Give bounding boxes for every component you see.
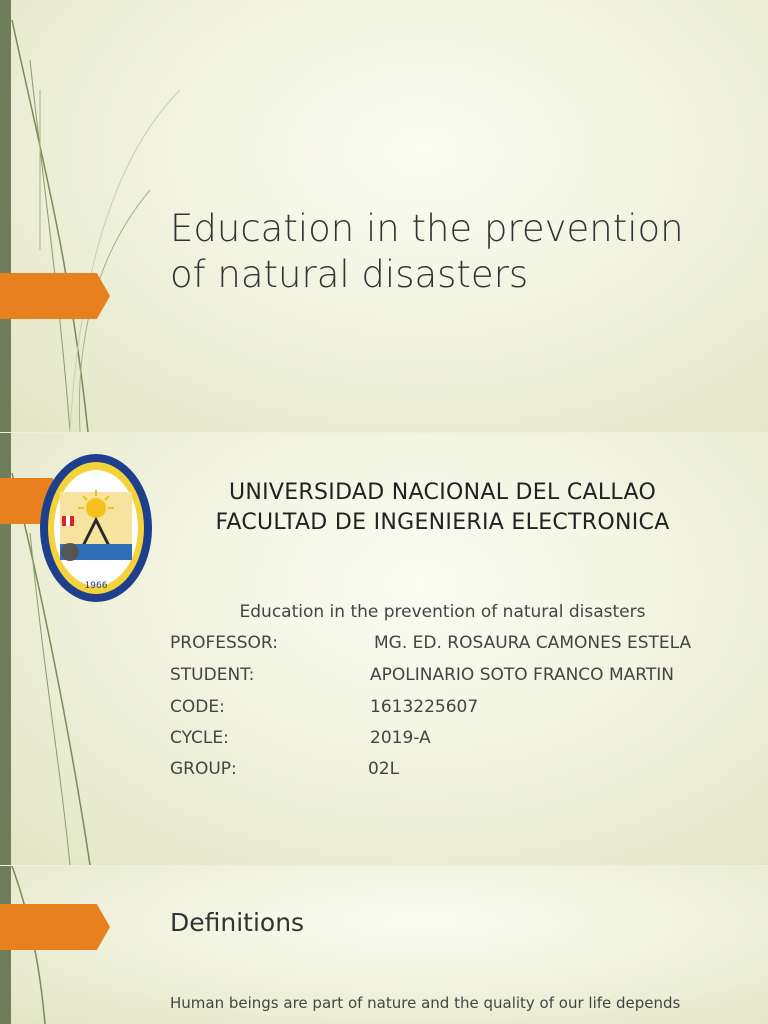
row-label: CYCLE: — [170, 728, 229, 748]
row-value: 2019-A — [370, 728, 431, 748]
section-heading: Definitions — [170, 908, 305, 937]
row-value: 1613225607 — [370, 697, 479, 717]
slide-1 — [0, 0, 768, 432]
university-seal-logo — [38, 452, 154, 604]
title-line-2: of natural disasters — [170, 253, 529, 296]
accent-tab — [0, 273, 110, 319]
faculty-name: FACULTAD DE INGENIERIA ELECTRONICA — [215, 510, 670, 535]
accent-tab — [0, 904, 110, 950]
title-line-1: Education in the prevention — [170, 207, 684, 250]
row-value: MG. ED. ROSAURA CAMONES ESTELA — [374, 633, 692, 653]
university-heading — [170, 478, 715, 538]
row-label: CODE: — [170, 697, 225, 717]
side-bar — [0, 0, 11, 432]
slide-title — [170, 206, 750, 298]
row-value: APOLINARIO SOTO FRANCO MARTIN — [370, 665, 674, 685]
university-name: UNIVERSIDAD NACIONAL DEL CALLAO — [228, 480, 657, 505]
presentation-subtitle: Education in the prevention of natural disasters — [239, 602, 646, 622]
row-value: 02L — [368, 759, 400, 779]
row-label: STUDENT: — [170, 665, 255, 685]
body-paragraph: Human beings are part of nature and the quality of our life depends — [170, 994, 681, 1012]
row-label: GROUP: — [170, 759, 237, 779]
svg-text:1966: 1966 — [84, 581, 108, 591]
row-label: PROFESSOR: — [170, 633, 278, 653]
